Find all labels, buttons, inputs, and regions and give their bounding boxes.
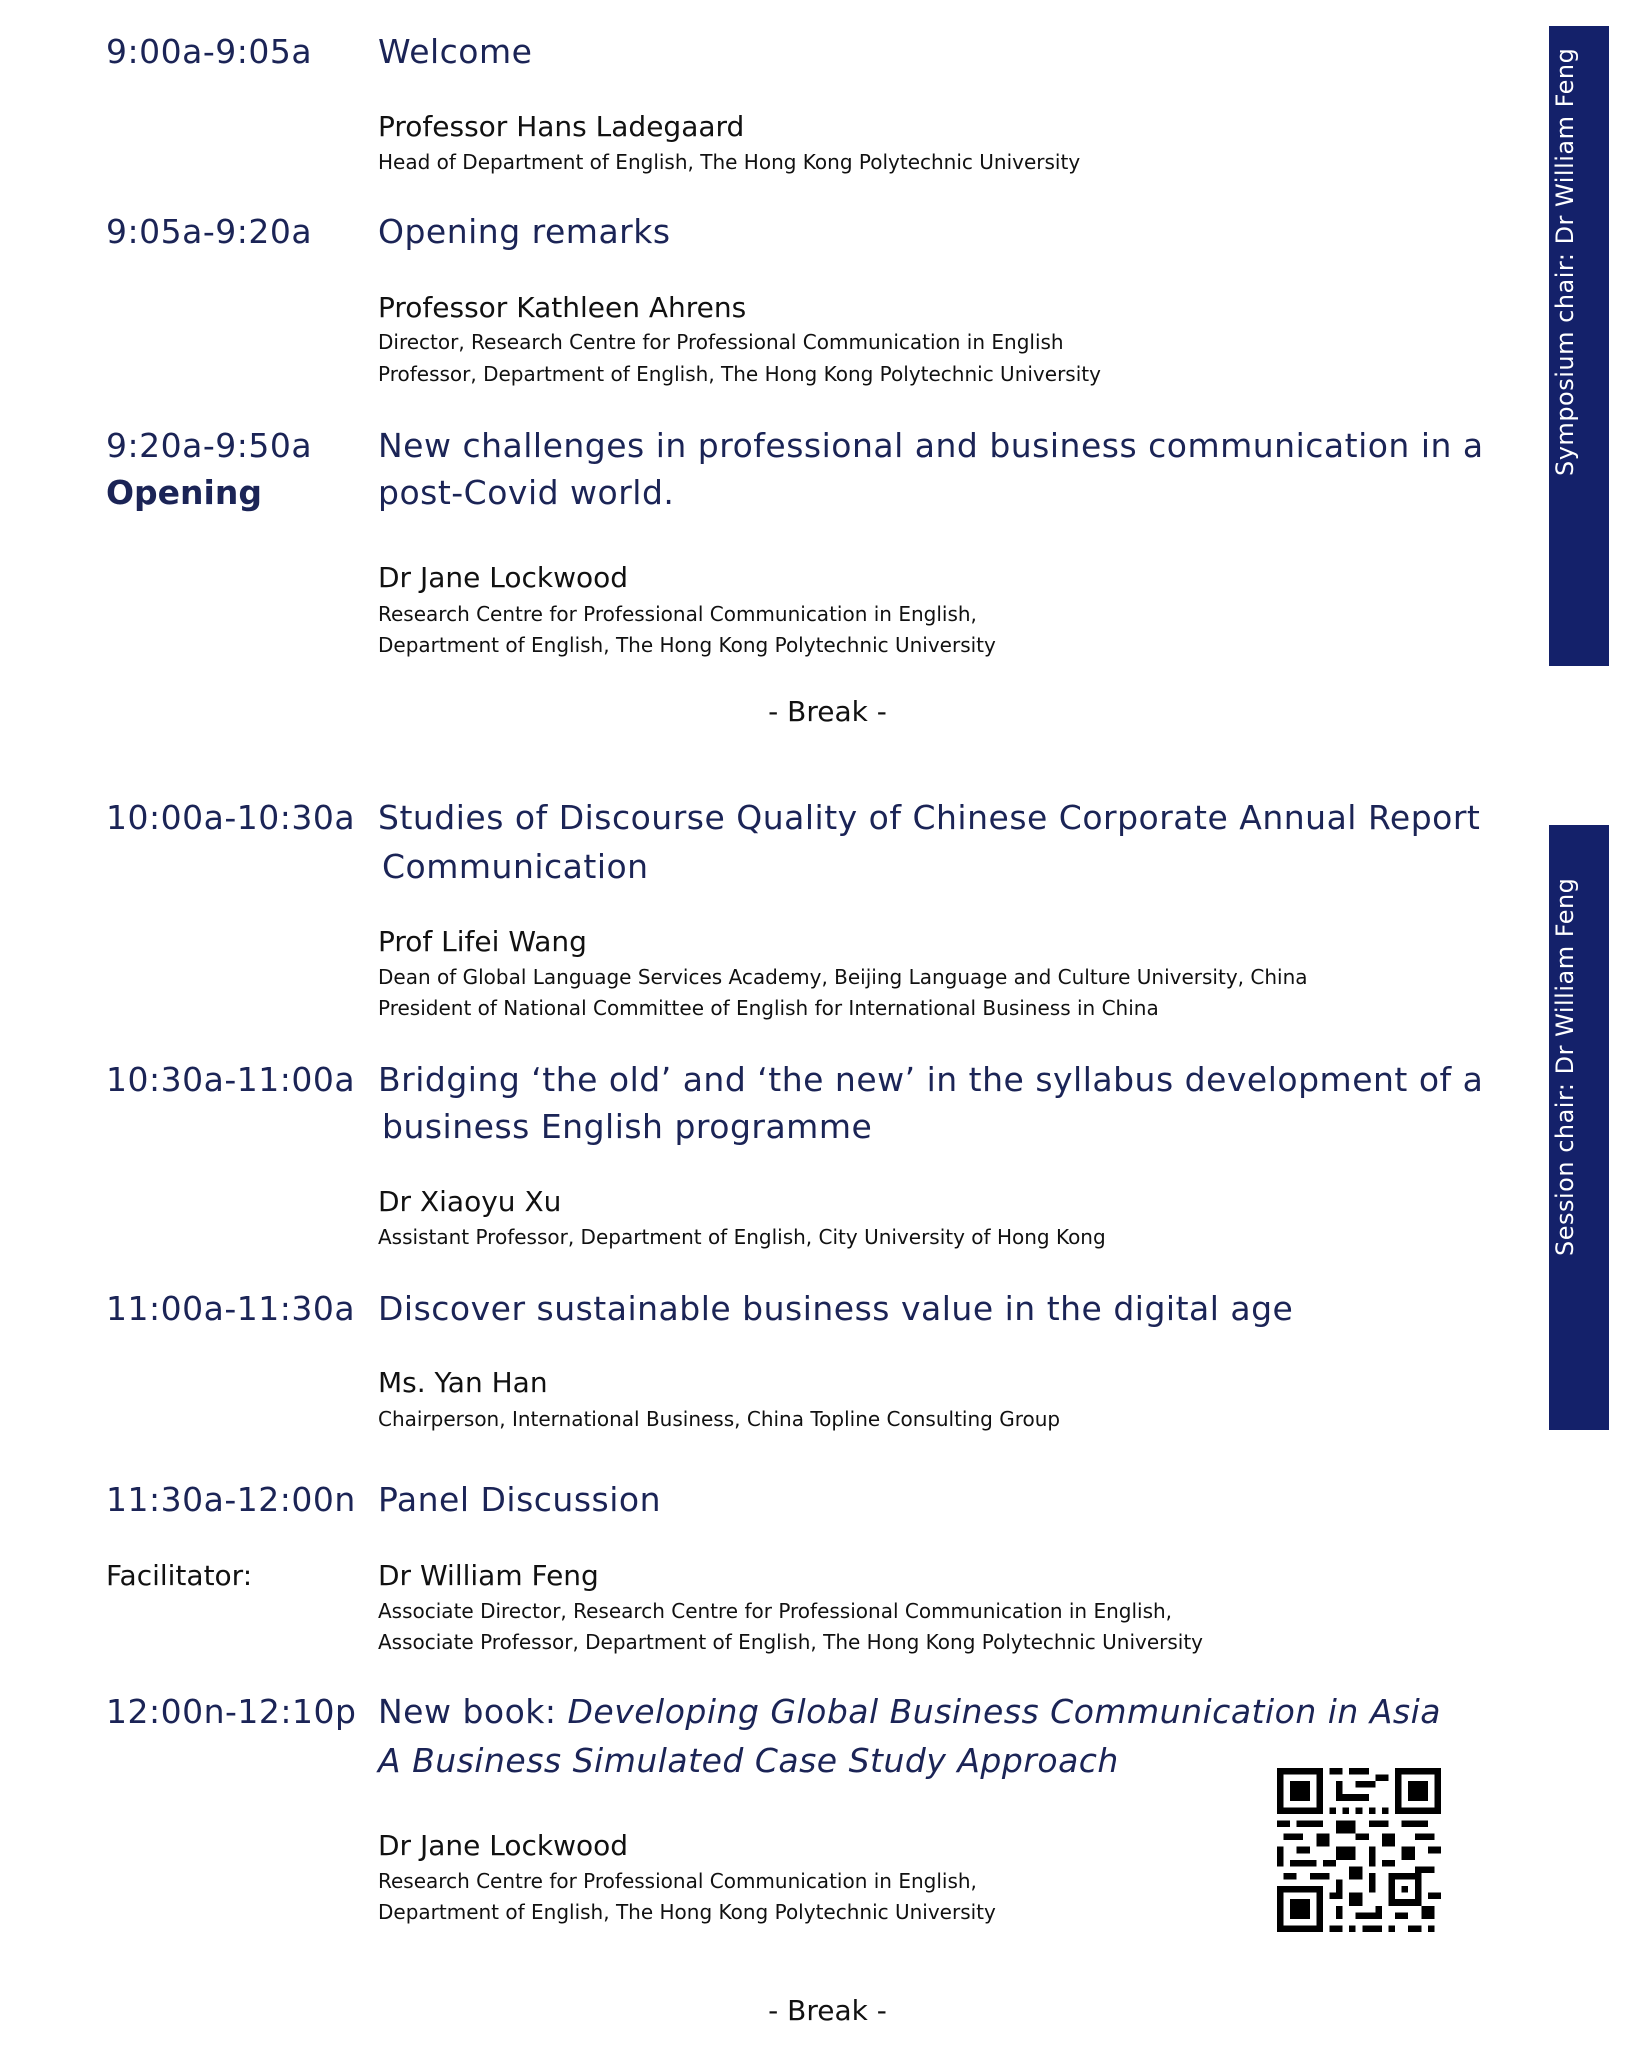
speaker-name: Professor Hans Ladegaard <box>378 110 745 143</box>
speaker-affiliation: Assistant Professor, Department of English, City University of Hong Kong <box>378 1225 1106 1249</box>
speaker-affiliation: President of National Committee of English for International Business in China <box>378 996 1159 1020</box>
qr-code-icon[interactable] <box>1277 1768 1441 1932</box>
speaker-affiliation: Research Centre for Professional Communication in English, <box>378 1869 977 1893</box>
speaker-name: Professor Kathleen Ahrens <box>378 291 747 324</box>
speaker-affiliation: Department of English, The Hong Kong Polytechnic University <box>378 1900 996 1924</box>
speaker-affiliation: Dean of Global Language Services Academy, Beijing Language and Culture University, China <box>378 965 1308 989</box>
speaker-affiliation: Chairperson, International Business, China Topline Consulting Group <box>378 1407 1061 1431</box>
session-time: 12:00n-12:10p <box>106 1692 357 1731</box>
session-title: Welcome <box>378 32 533 71</box>
session-title <box>378 1692 1441 1731</box>
facilitator-label: Facilitator: <box>106 1559 253 1592</box>
speaker-affiliation: Research Centre for Professional Communication in English, <box>378 602 977 626</box>
speaker-name: Dr Jane Lockwood <box>378 561 629 594</box>
session-time: 9:20a-9:50a <box>106 426 313 465</box>
session-time: 9:05a-9:20a <box>106 212 313 251</box>
speaker-affiliation: Professor, Department of English, The Hong Kong Polytechnic University <box>378 362 1101 386</box>
session-chair-label: Session chair: Dr William Feng <box>1551 877 1579 1256</box>
session-time: 11:00a-11:30a <box>106 1289 356 1328</box>
session-title: Panel Discussion <box>378 1480 662 1519</box>
break-label: - Break - <box>768 695 887 728</box>
break-label: - Break - <box>768 1994 887 2027</box>
speaker-affiliation: Director, Research Centre for Professional Communication in English <box>378 330 1064 354</box>
book-title: Developing Global Business Communication in Asia <box>567 1692 1441 1731</box>
title-prefix: New book: <box>378 1692 568 1731</box>
session-time: 10:00a-10:30a <box>106 798 356 837</box>
session-title: Bridging ‘the old’ and ‘the new’ in the syllabus development of a <box>378 1060 1484 1099</box>
session-time: 9:00a-9:05a <box>106 32 313 71</box>
speaker-name: Prof Lifei Wang <box>378 925 587 958</box>
session-chair-bar <box>1549 825 1609 1430</box>
session-title-continued: business English programme <box>382 1107 873 1146</box>
session-title-continued: Communication <box>382 847 649 886</box>
session-title: Discover sustainable business value in the digital age <box>378 1289 1294 1328</box>
session-time: 10:30a-11:00a <box>106 1060 356 1099</box>
session-time: 11:30a-12:00n <box>106 1480 356 1519</box>
session-title-continued <box>378 1741 1119 1780</box>
session-label: Opening <box>106 473 262 512</box>
speaker-name: Dr Xiaoyu Xu <box>378 1185 562 1218</box>
session-title: New challenges in professional and business communication in a <box>378 426 1484 465</box>
speaker-name: Dr Jane Lockwood <box>378 1829 629 1862</box>
speaker-affiliation: Head of Department of English, The Hong Kong Polytechnic University <box>378 150 1081 174</box>
speaker-affiliation: Associate Professor, Department of English, The Hong Kong Polytechnic University <box>378 1630 1204 1654</box>
session-title: Studies of Discourse Quality of Chinese Corporate Annual Report <box>378 798 1481 837</box>
speaker-name: Ms. Yan Han <box>378 1366 548 1399</box>
speaker-affiliation: Associate Director, Research Centre for Professional Communication in English, <box>378 1599 1173 1623</box>
session-title: Opening remarks <box>378 212 671 251</box>
symposium-chair-bar <box>1549 26 1609 666</box>
book-subtitle: A Business Simulated Case Study Approach <box>378 1741 1119 1780</box>
speaker-name: Dr William Feng <box>378 1559 599 1592</box>
session-title-continued: post-Covid world. <box>378 473 675 512</box>
symposium-chair-label: Symposium chair: Dr William Feng <box>1551 47 1579 476</box>
speaker-affiliation: Department of English, The Hong Kong Polytechnic University <box>378 633 996 657</box>
